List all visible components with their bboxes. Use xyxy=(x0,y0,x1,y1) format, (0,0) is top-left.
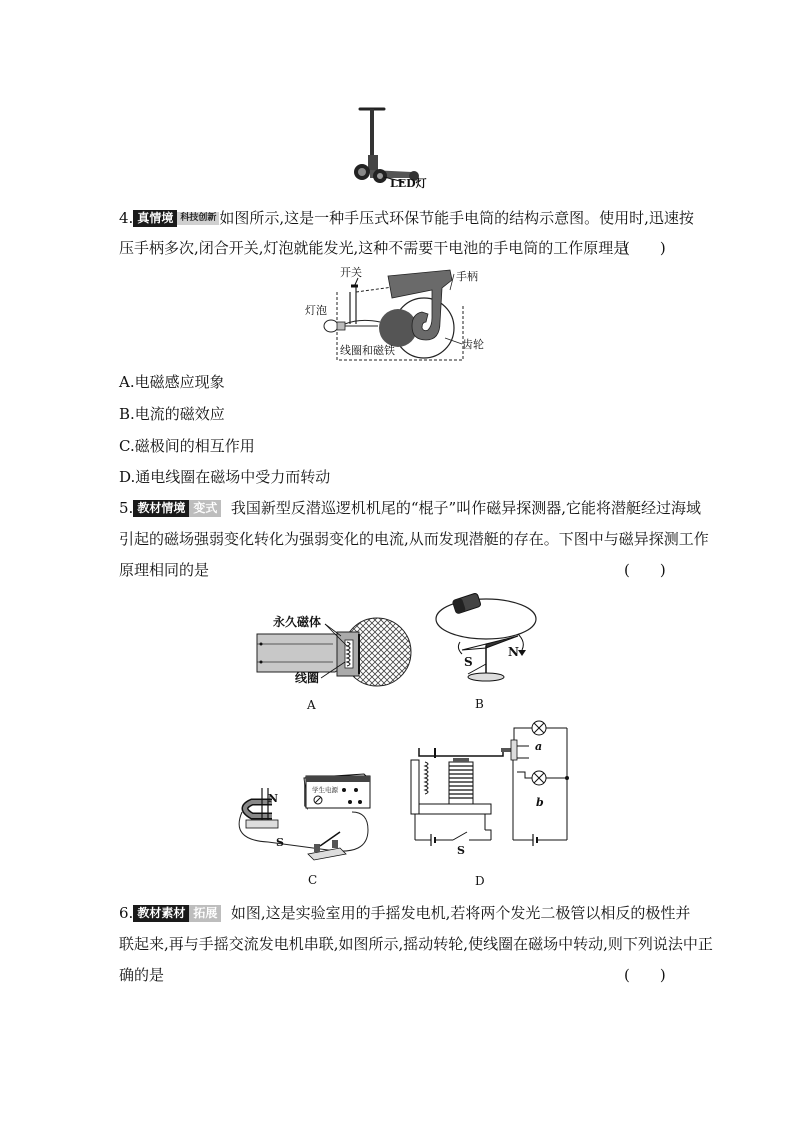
figure-c-generator xyxy=(228,770,378,888)
flashlight-diagram xyxy=(300,262,500,366)
caption-a: A xyxy=(307,698,316,712)
label-switch: 开关 xyxy=(340,266,362,279)
q5-line1 xyxy=(119,498,701,518)
q5-tag-variant: 变式 xyxy=(189,500,221,517)
q6-line1 xyxy=(119,903,690,923)
q5-line3: 原理相同的是 xyxy=(119,561,210,579)
label-b-south: S xyxy=(464,655,473,669)
q4-option-a[interactable]: A.电磁感应现象 xyxy=(119,373,225,391)
label-d-switch: S xyxy=(457,844,465,857)
q6-number: 6. xyxy=(119,904,134,922)
q4-tag-real: 真情境 xyxy=(133,210,177,227)
led-label: LED灯 xyxy=(390,177,427,190)
label-b-north: N xyxy=(508,645,519,659)
caption-c: C xyxy=(308,873,318,887)
label-bulb: 灯泡 xyxy=(305,304,327,317)
q6-answer-paren: ( ) xyxy=(624,966,666,984)
label-c-south: S xyxy=(276,836,284,849)
label-coil: 线圈 xyxy=(295,671,320,685)
q6-line3: 确的是 xyxy=(119,966,165,984)
q4-answer-paren: ( ) xyxy=(624,239,666,257)
q6-stem-line1: 如图,这是实验室用的手摇发电机,若将两个发光二极管以相反的极性并 xyxy=(230,904,691,922)
q5-answer-paren: ( ) xyxy=(624,561,666,579)
q4-option-c[interactable]: C.磁极间的相互作用 xyxy=(119,437,255,455)
label-gear: 齿轮 xyxy=(462,338,484,351)
caption-b: B xyxy=(475,697,484,711)
q5-tag-textbook: 教材情境 xyxy=(133,500,189,517)
caption-d: D xyxy=(475,874,485,888)
figure-a-microphone xyxy=(255,608,415,713)
label-permanent-magnet: 永久磁体 xyxy=(273,615,322,629)
label-c-north: N xyxy=(268,792,279,805)
label-coil-magnet: 线圈和磁铁 xyxy=(340,344,395,357)
figure-b-compass xyxy=(432,584,544,712)
q5-stem-line1: 我国新型反潜巡逻机机尾的“棍子”叫作磁异探测器,它能将潜艇经过海域 xyxy=(230,499,701,517)
q4-line1 xyxy=(119,208,694,228)
q4-option-b[interactable]: B.电流的磁效应 xyxy=(119,405,225,423)
q5-number: 5. xyxy=(119,499,134,517)
label-lamp-a: a xyxy=(535,740,543,753)
q6-line2: 联起来,再与手摇交流发电机串联,如图所示,摇动转轮,使线圈在磁场中转动,则下列说法中正 xyxy=(119,935,713,953)
q4-stem-line1: 如图所示,这是一种手压式环保节能手电筒的结构示意图。使用时,迅速按 xyxy=(219,209,694,227)
q4-number: 4. xyxy=(119,209,134,227)
label-handle: 手柄 xyxy=(456,270,478,283)
q6-tag-textbook: 教材素材 xyxy=(133,905,189,922)
figure-d-relay xyxy=(405,718,577,890)
q6-tag-extend: 拓展 xyxy=(189,905,221,922)
q4-line2: 压手柄多次,闭合开关,灯泡就能发光,这种不需要干电池的手电筒的工作原理是 xyxy=(119,239,629,257)
label-lamp-b: b xyxy=(536,796,544,809)
q4-option-d[interactable]: D.通电线圈在磁场中受力而转动 xyxy=(119,468,331,486)
q4-tag-tech: 科技创新 xyxy=(177,212,219,225)
label-student-power: 学生电源 xyxy=(312,786,338,794)
scooter-figure xyxy=(340,100,450,195)
q5-line2: 引起的磁场强弱变化转化为强弱变化的电流,从而发现潜艇的存在。下图中与磁异探测工作 xyxy=(119,530,709,548)
